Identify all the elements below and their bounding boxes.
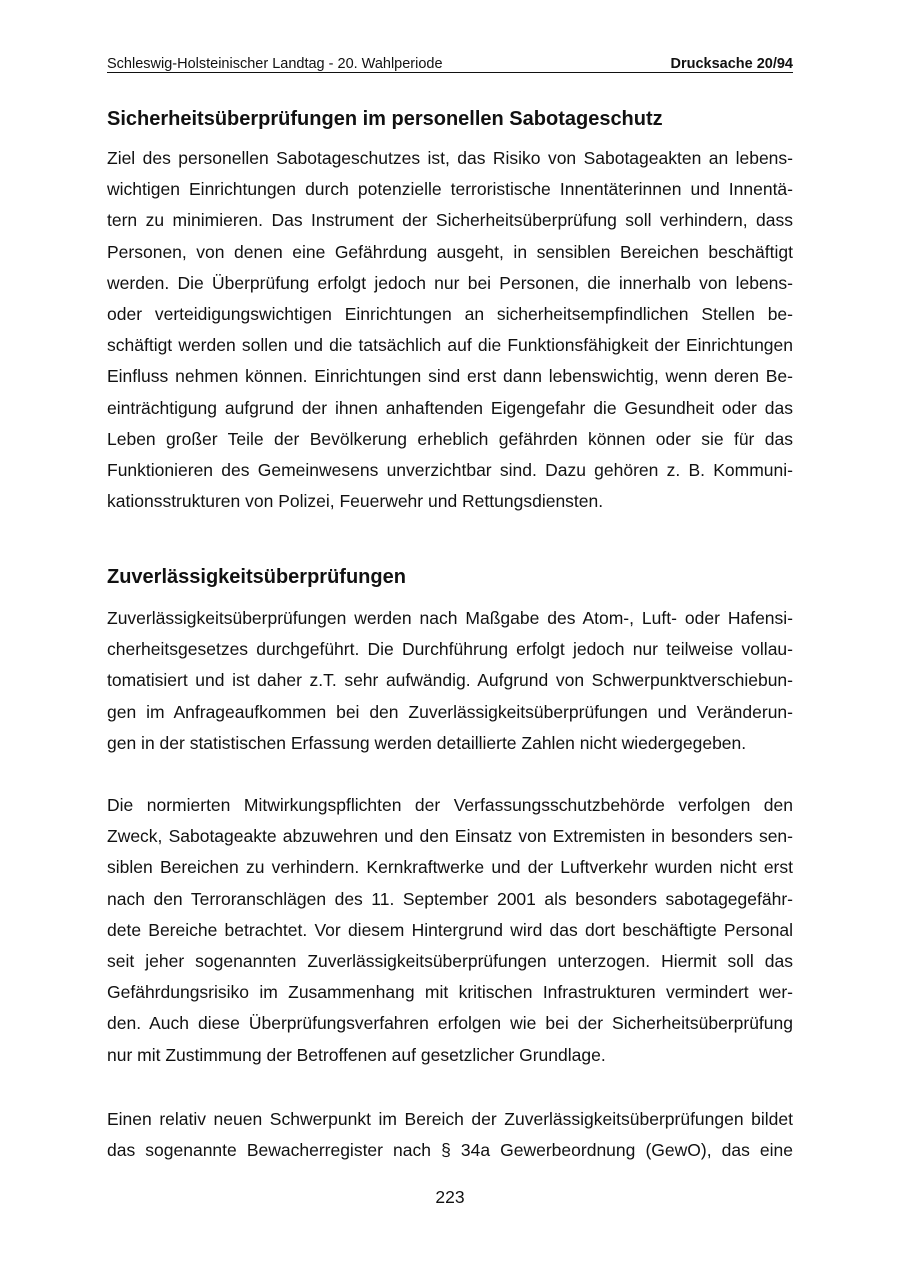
text-line: Leben großer Teile der Bevölkerung erheblich gefährden können oder sie für das <box>107 428 793 449</box>
text-line: Ziel des personellen Sabotageschutzes ist, das Risiko von Sabotageakten an lebens- <box>107 148 793 168</box>
text-line: oder verteidigungswichtigen Einrichtungen an sicherheitsempfindlichen Stellen be- <box>107 303 793 324</box>
text-line: seit jeher sogenannten Zuverlässigkeitsüberprüfungen unterzogen. Hiermit soll das <box>107 950 793 971</box>
section-heading-sabotageschutz: Sicherheitsüberprüfungen im personellen Sabotageschutz <box>107 108 663 130</box>
page-number: 223 <box>435 1187 465 1207</box>
text-line: dete Bereiche betrachtet. Vor diesem Hintergrund wird das dort beschäftigte Personal <box>107 919 793 940</box>
text-line: gen in der statistischen Erfassung werden detaillierte Zahlen nicht wiedergegeben. <box>107 732 747 753</box>
text-line: gen im Anfrageaufkommen bei den Zuverlässigkeitsüberprüfungen und Veränderun- <box>107 701 793 722</box>
running-header-title: Schleswig-Holsteinischer Landtag - 20. Wahlperiode <box>107 56 443 72</box>
paragraph-sabotageschutz <box>107 143 793 517</box>
text-line: Einfluss nehmen können. Einrichtungen sind erst dann lebenswichtig, wenn deren Be- <box>107 366 793 387</box>
text-line: siblen Bereichen zu verhindern. Kernkraftwerke und der Luftverkehr wurden nicht erst <box>107 857 793 878</box>
document-number: Drucksache 20/94 <box>670 56 793 72</box>
text-line: Zuverlässigkeitsüberprüfungen werden nach Maßgabe des Atom-, Luft- oder Hafensi- <box>107 608 793 628</box>
text-line: den. Auch diese Überprüfungsverfahren erfolgen wie bei der Sicherheitsüberprüfung <box>107 1013 793 1034</box>
section-heading-zuverlaessigkeit: Zuverlässigkeitsüberprüfungen <box>107 566 406 588</box>
text-line: Zweck, Sabotageakte abzuwehren und den Einsatz von Extremisten in besonders sen- <box>107 826 793 847</box>
text-line: Einen relativ neuen Schwerpunkt im Bereich der Zuverlässigkeitsüberprüfungen bildet <box>107 1109 793 1129</box>
text-line: nach den Terroranschlägen des 11. September 2001 als besonders sabotagegefähr- <box>107 888 793 909</box>
paragraph-zuverlaessigkeit-2 <box>107 790 793 1071</box>
text-line: schäftigt werden sollen und die tatsächlich auf die Funktionsfähigkeit der Einrichtungen <box>107 335 793 356</box>
text-line: nur mit Zustimmung der Betroffenen auf gesetzlicher Grundlage. <box>107 1044 606 1065</box>
text-line: das sogenannte Bewacherregister nach § 34a Gewerbeordnung (GewO), das eine <box>107 1140 793 1161</box>
text-line: tomatisiert und ist daher z.T. sehr aufwändig. Aufgrund von Schwerpunktverschiebun- <box>107 670 793 691</box>
text-line: Die normierten Mitwirkungspflichten der Verfassungsschutzbehörde verfolgen den <box>107 795 793 815</box>
text-line: Funktionieren des Gemeinwesens unverzichtbar sind. Dazu gehören z. B. Kommuni- <box>107 459 793 480</box>
paragraph-zuverlaessigkeit-3 <box>107 1104 793 1166</box>
text-line: cherheitsgesetzes durchgeführt. Die Durchführung erfolgt jedoch nur teilweise vollau- <box>107 639 793 660</box>
text-line: wichtigen Einrichtungen durch potenzielle terroristische Innentäterinnen und Innentä- <box>107 179 793 200</box>
text-line: Personen, von denen eine Gefährdung ausgeht, in sensiblen Bereichen beschäftigt <box>107 241 793 262</box>
paragraph-zuverlaessigkeit-1 <box>107 603 793 759</box>
text-line: kationsstrukturen von Polizei, Feuerwehr und Rettungsdiensten. <box>107 491 604 512</box>
text-line: tern zu minimieren. Das Instrument der Sicherheitsüberprüfung soll verhindern, dass <box>107 210 793 231</box>
text-line: einträchtigung aufgrund der ihnen anhaftenden Eigengefahr die Gesundheit oder das <box>107 397 793 418</box>
text-line: Gefährdungsrisiko im Zusammenhang mit kritischen Infrastrukturen vermindert wer- <box>107 982 793 1003</box>
header-rule <box>107 72 793 73</box>
text-line: werden. Die Überprüfung erfolgt jedoch nur bei Personen, die innerhalb von lebens- <box>107 272 793 293</box>
